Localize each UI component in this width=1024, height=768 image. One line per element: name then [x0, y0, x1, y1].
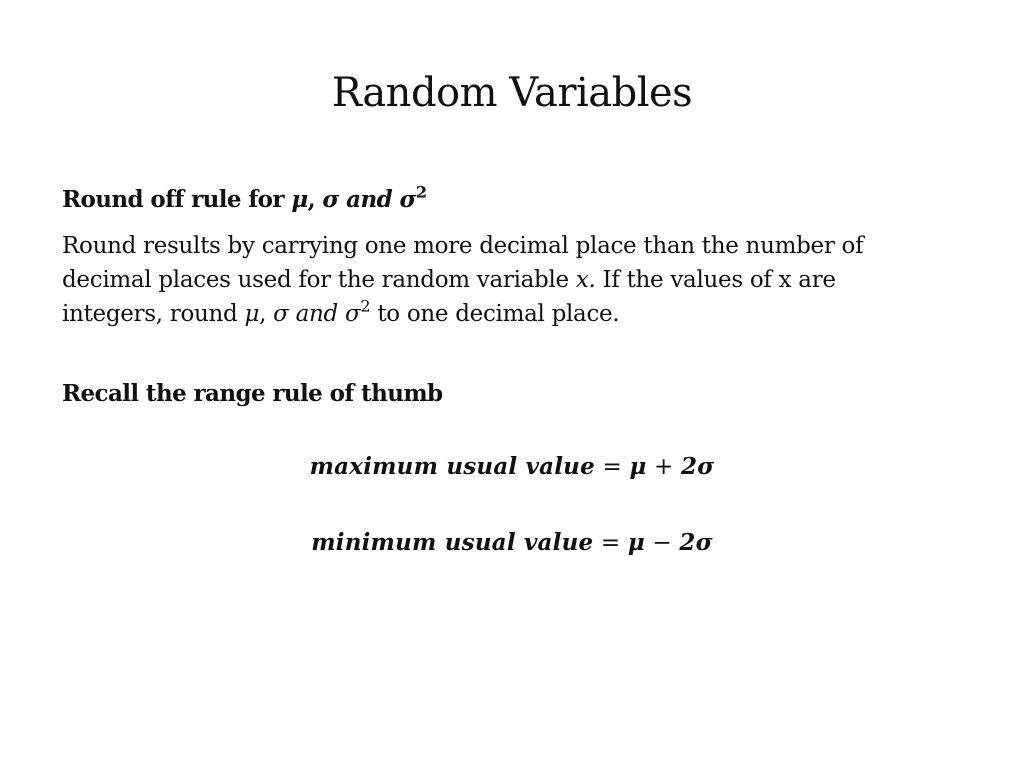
body-sigma-squared-base: σ [344, 301, 361, 327]
body-exponent: 2 [360, 296, 371, 316]
heading-exponent: 2 [415, 182, 427, 202]
heading-sigma-symbol: σ [322, 186, 339, 213]
body-comma: , [259, 301, 274, 327]
max-formula-equals: = [594, 454, 630, 480]
min-formula-mu: μ [627, 529, 645, 556]
min-formula-equals: = [593, 530, 628, 556]
body-text-part-1: Round results by carrying one more decimal place than the number of decimal places used for the random variable [62, 233, 864, 293]
min-formula-rhs: 2σ [679, 529, 713, 556]
rounding-heading-text: Round off rule for [62, 186, 292, 213]
body-and-word: and [288, 301, 345, 327]
heading-and-word: and [338, 186, 400, 213]
heading-comma: , [307, 186, 323, 213]
max-formula-mu: μ [629, 453, 647, 480]
slide-title: Random Variables [331, 70, 693, 116]
rounding-rule-body [62, 229, 942, 331]
minimum-usual-value-formula [0, 529, 1024, 556]
max-formula-rhs: 2σ [680, 453, 715, 480]
body-text-part-3: to one decimal place. [370, 301, 620, 327]
min-formula-lhs: minimum usual value [311, 529, 594, 556]
min-formula-minus: − [644, 530, 680, 556]
heading-sigma-squared-base: σ [399, 186, 416, 213]
body-mu-symbol: μ [244, 301, 260, 327]
heading-mu-symbol: μ [291, 186, 308, 213]
max-formula-lhs: maximum usual value [309, 453, 595, 480]
body-text-part-2: If the values of x are integers, round [62, 267, 836, 327]
body-variable-x: x. [575, 267, 596, 293]
max-formula-plus: + [646, 454, 681, 480]
range-rule-heading: Recall the range rule of thumb [62, 380, 443, 407]
maximum-usual-value-formula [0, 453, 1024, 480]
body-sigma-symbol: σ [273, 301, 289, 327]
rounding-rule-heading [62, 182, 427, 213]
